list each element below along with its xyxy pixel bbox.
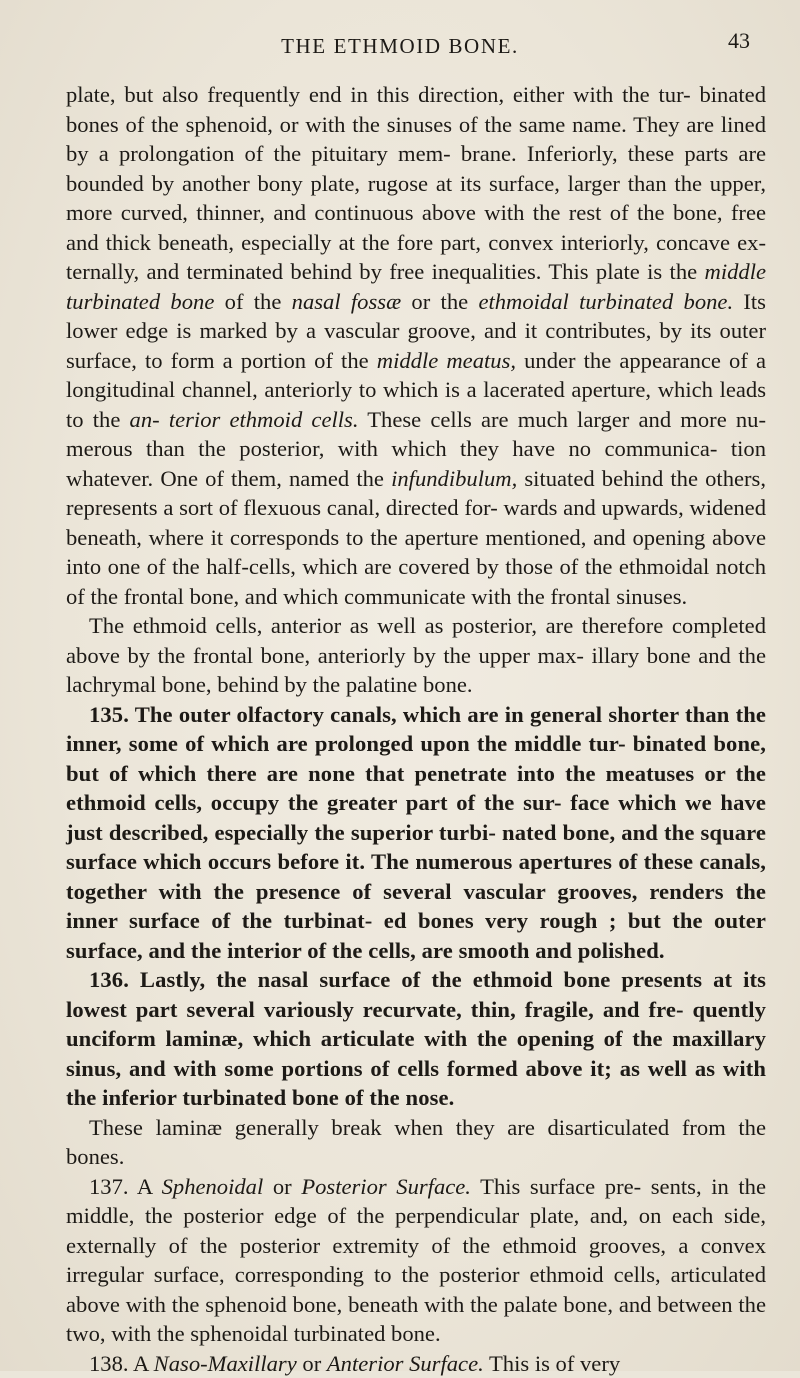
text-run: plate, but also frequently end in this direction, either with the tur- binated bones of the sphenoid, or with the sinuses of the same name. They are lined by a prolongation of the pituitary mem- brane. Inferiorly, these parts are bounded by another bony plate, rugose at its surface, larger than the upper, more curved, thinner, and continuous above with the rest of the bone, free and thick beneath, especially at the fore part, convex interiorly, concave ex- ternally, and terminated behind by free inequalities. This plate is the <box>66 82 766 284</box>
text-run: Its lower edge is marked by a vascular groove, and it contributes, by its outer surface, to form a portion of the <box>66 289 766 373</box>
italic-term: Sphenoidal <box>162 1174 264 1199</box>
text-run: or <box>297 1351 327 1376</box>
italic-term: Naso-Maxillary <box>154 1351 297 1376</box>
paragraph-2 <box>66 611 766 700</box>
text-run: This is of very <box>484 1351 620 1376</box>
paragraph-136 <box>66 965 766 1113</box>
italic-term: ethmoidal turbinated bone. <box>478 289 733 314</box>
text-run: These laminæ generally break when they are disarticulated from the bones. <box>66 1115 766 1170</box>
running-title: THE ETHMOID BONE. <box>0 34 800 59</box>
text-run: The ethmoid cells, anterior as well as posterior, are therefore completed above by the frontal bone, anteriorly by the upper max- illary bone and the lachrymal bone, behind by the palatine bone. <box>66 613 766 697</box>
text-run: of the <box>214 289 291 314</box>
italic-term: an- terior ethmoid cells. <box>130 407 359 432</box>
italic-term: nasal fossæ <box>292 289 401 314</box>
italic-term: Posterior Surface. <box>301 1174 471 1199</box>
text-run: These cells are much larger and more nu- merous than the posterior, with which they have no communica- tion whatever. One of them, named the <box>66 407 766 491</box>
text-run: or the <box>401 289 478 314</box>
text-run: or <box>263 1174 301 1199</box>
text-run: 136. Lastly, the nasal surface of the ethmoid bone presents at its lowest part several variously recurvate, thin, fragile, and fre- quently unciform laminæ, which articulate with the opening of the maxillary sinus, and with some portions of cells formed above it; as well as with the inferior turbinated bone of the nose. <box>66 967 766 1110</box>
text-run: under the appearance of a longitudinal channel, anteriorly to which is a lacerated aperture, which leads to the <box>66 348 766 432</box>
paragraph-laminae-note <box>66 1113 766 1172</box>
page-number: 43 <box>728 28 750 54</box>
italic-term: middle meatus, <box>377 348 516 373</box>
text-run: This surface pre- sents, in the middle, the posterior edge of the perpendicular plate, and, on each side, externally of the posterior extremity of the ethmoid grooves, a convex irregular surface, corresponding to the posterior ethmoid cells, articulated above with the sphenoid bone, beneath with the palate bone, and between the two, with the sphenoidal turbinated bone. <box>66 1174 766 1347</box>
italic-term: infundibulum, <box>391 466 517 491</box>
text-run: situated behind the others, represents a sort of flexuous canal, directed for- wards and upwards, widened beneath, where it corresponds to the aperture mentioned, and opening above into one of the half-cells, which are covered by those of the ethmoidal notch of the frontal bone, and which communicate with the frontal sinuses. <box>66 466 766 609</box>
body-text <box>66 80 766 1378</box>
text-run: 135. The outer olfactory canals, which are in general shorter than the inner, some of which are prolonged upon the middle tur- binated bone, but of which there are none that penetrate into the meatuses or the ethmoid cells, occupy the greater part of the sur- face which we have just described, especially the superior turbi- nated bone, and the square surface which occurs before it. The numerous apertures of these canals, together with the presence of several vascular grooves, renders the inner surface of the turbinat- ed bones very rough ; but the outer surface, and the interior of the cells, are smooth and polished. <box>66 702 766 963</box>
text-run: 137. A <box>89 1174 162 1199</box>
paragraph-1 <box>66 80 766 611</box>
paragraph-137 <box>66 1172 766 1349</box>
paragraph-135 <box>66 700 766 966</box>
paragraph-138 <box>66 1349 766 1378</box>
italic-term: Anterior Surface. <box>327 1351 484 1376</box>
running-head <box>0 28 800 68</box>
italic-term: middle turbinated bone <box>66 259 766 314</box>
text-run: 138. A <box>89 1351 154 1376</box>
